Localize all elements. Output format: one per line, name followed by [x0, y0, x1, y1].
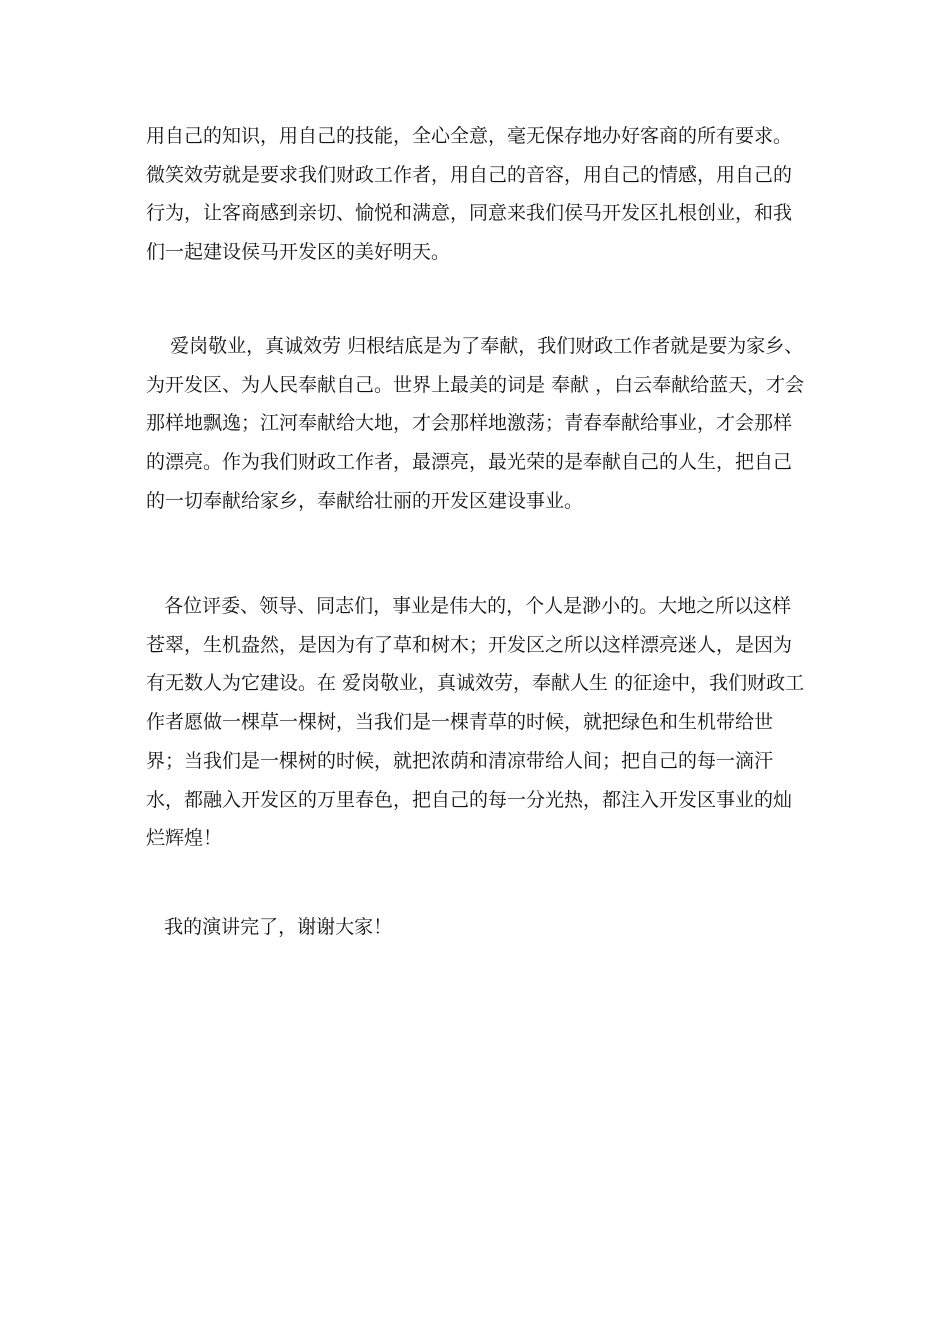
paragraph-2: 爱岗敬业，真诚效劳 归根结底是为了奉献，我们财政工作者就是要为家乡、为开发区、为人民奉献自己。世界上最美的词是 奉献 ，白云奉献给蓝天，才会那样地飘逸；江河奉献给大地，才会那样地激荡；青春奉献给事业，才会那样的漂亮。作为我们财政工作者，最漂亮，最光荣的是奉献自己的人生，把自己的一切奉献给家乡，奉献给壮丽的开发区建设事业。 [146, 335, 805, 512]
paragraph-3: 各位评委、领导、同志们，事业是伟大的，个人是渺小的。大地之所以这样苍翠，生机盎然，是因为有了草和树木；开发区之所以这样漂亮迷人，是因为有无数人为它建设。在 爱岗敬业，真诚效劳，奉献人生 的征途中，我们财政工作者愿做一棵草一棵树，当我们是一棵青草的时候，就把绿色和生机带给世界；当我们是一棵树的时候，就把浓荫和清凉带给人间；把自己的每一滴汗水，都融入开发区的万里春色，把自己的每一分光热，都注入开发区事业的灿烂辉煌！ [146, 595, 805, 850]
paragraph-4: 我的演讲完了，谢谢大家！ [146, 916, 393, 938]
paragraph-1: 用自己的知识，用自己的技能，全心全意，毫无保存地办好客商的所有要求。微笑效劳就是要求我们财政工作者，用自己的音容，用自己的情感，用自己的行为，让客商感到亲切、愉悦和满意，同意来我们侯马开发区扎根创业，和我们一起建设侯马开发区的美好明天。 [146, 125, 793, 264]
